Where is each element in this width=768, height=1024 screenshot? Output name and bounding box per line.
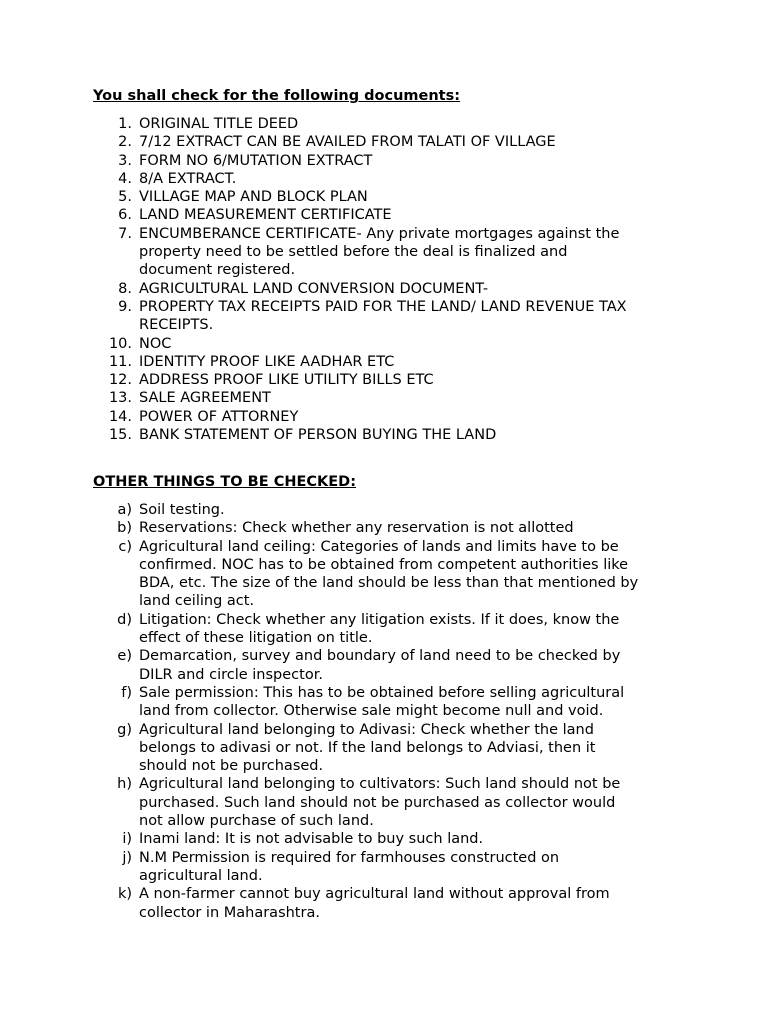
list-item-text: Agricultural land belonging to Adivasi: Check whether the land belongs to adivasi or not. If the land belongs to Adviasi, then it should not be purchased. [139,721,596,775]
list-marker: 2. [118,134,132,151]
list-marker: j) [122,849,132,866]
document-list-item [93,115,693,133]
list-marker: 4. [118,170,132,187]
check-list-item [93,647,693,684]
documents-list [93,115,693,444]
list-item-text: Demarcation, survey and boundary of land need to be checked by DILR and circle inspector. [139,648,621,683]
document-list-item [93,225,693,280]
list-item-text: Agricultural land ceiling: Categories of lands and limits have to be confirmed. NOC has to be obtained from competent authorities like BDA, etc. The size of the land should be less than that mentioned by land ceiling act. [139,538,639,610]
list-item-text: 7/12 EXTRACT CAN BE AVAILED FROM TALATI OF VILLAGE [139,134,556,151]
check-list-item [93,849,693,886]
list-marker: b) [117,520,132,537]
document-list-item [93,371,693,389]
list-marker: 1. [118,116,132,132]
document-list-item [93,280,693,298]
list-marker: h) [117,776,132,793]
documents-heading: You shall check for the following documents: [93,88,461,104]
check-list-item [93,775,693,830]
list-marker: g) [117,721,132,738]
list-marker: 11. [108,353,132,370]
check-list-item [93,684,693,721]
document-list-item [93,152,693,170]
list-item-text: Inami land: It is not advisable to buy such land. [139,831,484,848]
list-marker: c) [118,538,132,555]
list-item-text: SALE AGREEMENT [139,390,271,407]
list-marker: 7. [118,225,132,242]
list-marker: 12. [108,372,132,389]
list-item-text: POWER OF ATTORNEY [139,408,299,425]
document-list-item [93,298,693,335]
list-item-text: A non-farmer cannot buy agricultural land without approval from collector in Maharashtra. [139,886,610,921]
list-item-text: AGRICULTURAL LAND CONVERSION DOCUMENT- [139,280,489,297]
document-list-item [93,426,693,444]
list-item-text: Litigation: Check whether any litigation exists. If it does, know the effect of these litigation on title. [139,611,620,647]
document-list-item [93,206,693,224]
list-item-text: ORIGINAL TITLE DEED [139,116,299,132]
document-list-item [93,170,693,188]
list-item-text: ADDRESS PROOF LIKE UTILITY BILLS ETC [139,372,434,389]
other-checks-heading: OTHER THINGS TO BE CHECKED: [93,474,356,490]
other-checks-list [93,501,693,922]
list-item-text: Sale permission: This has to be obtained before selling agricultural land from collector. Otherwise sale might become null and void. [139,684,625,720]
check-list-item [93,501,693,519]
list-item-text: Reservations: Check whether any reservation is not allotted [139,520,574,537]
check-list-item [93,721,693,776]
list-marker: 15. [108,427,132,444]
list-item-text: Agricultural land belonging to cultivators: Such land should not be purchased. Such land should not be purchased as collector would not allow purchase of such land. [139,776,621,830]
list-marker: 3. [118,152,132,169]
list-marker: i) [122,831,132,848]
list-item-text: LAND MEASUREMENT CERTIFICATE [139,207,392,224]
list-marker: d) [117,611,132,628]
list-item-text: Soil testing. [139,502,225,518]
list-item-text: N.M Permission is required for farmhouses constructed on agricultural land. [139,849,560,884]
list-marker: f) [121,684,132,701]
list-item-text: ENCUMBERANCE CERTIFICATE- Any private mortgages against the property need to be settled before the deal is finalized and document registered. [139,225,620,279]
list-marker: 6. [118,207,132,224]
check-list-item [93,611,693,648]
list-marker: k) [117,886,132,903]
list-marker: 10. [108,335,132,352]
document-list-item [93,133,693,151]
list-item-text: 8/A EXTRACT. [139,170,237,187]
document-list-item [93,408,693,426]
check-list-item [93,830,693,848]
list-item-text: IDENTITY PROOF LIKE AADHAR ETC [139,353,395,370]
document-list-item [93,353,693,371]
list-marker: 9. [118,298,132,315]
list-marker: e) [117,648,132,665]
document-list-item [93,389,693,407]
list-item-text: BANK STATEMENT OF PERSON BUYING THE LAND [139,427,497,444]
document-list-item [93,188,693,206]
list-item-text: NOC [139,335,172,352]
list-item-text: PROPERTY TAX RECEIPTS PAID FOR THE LAND/ LAND REVENUE TAX RECEIPTS. [139,298,627,334]
check-list-item [93,519,693,537]
list-marker: 13. [108,390,132,407]
list-marker: 14. [108,408,132,425]
list-marker: a) [117,502,132,518]
check-list-item [93,538,693,611]
list-marker: 8. [118,280,132,297]
document-list-item [93,335,693,353]
list-item-text: VILLAGE MAP AND BLOCK PLAN [139,189,368,206]
list-marker: 5. [118,189,132,206]
list-item-text: FORM NO 6/MUTATION EXTRACT [139,152,373,169]
check-list-item [93,885,693,922]
